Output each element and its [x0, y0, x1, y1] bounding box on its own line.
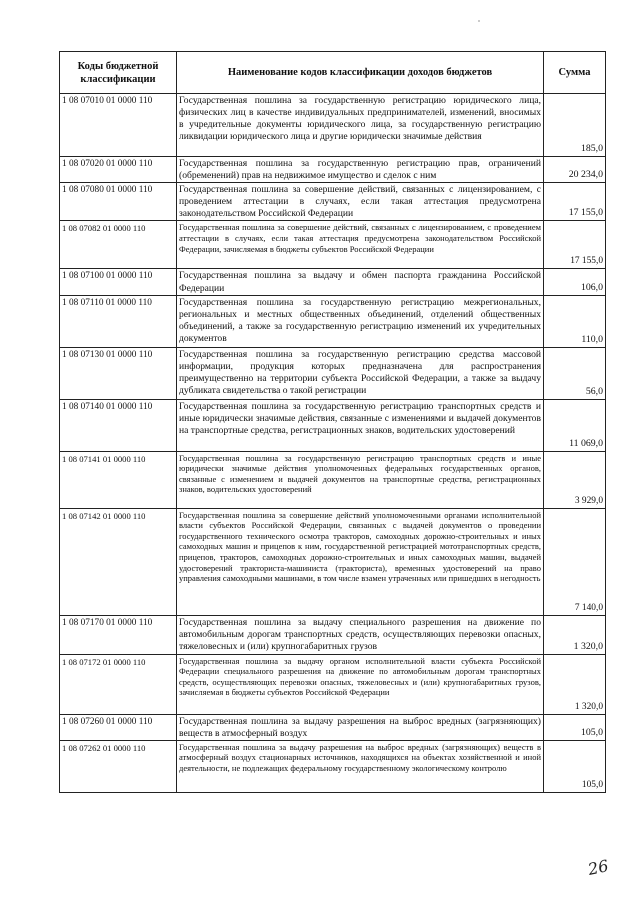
table-row — [60, 295, 606, 347]
row-name: Государственная пошлина за государственную регистрацию межрегиональных, региональных и местных общественных объединений, отделений общественных объединений, а также за государственную регистрацию изменений их учредительных документов — [177, 295, 544, 347]
table-row — [60, 615, 606, 654]
row-sum: 106,0 — [544, 269, 606, 295]
row-name: Государственная пошлина за государственную регистрацию средства массовой информации, продукция которых предназначена для распространения преимущественно на территории субъекта Российской Федерации, а также за выдачу дубликата свидетельства о такой регистрации — [177, 347, 544, 399]
budget-codes-table — [59, 51, 606, 793]
row-code: 1 08 07170 01 0000 110 — [60, 615, 177, 654]
header-name: Наименование кодов классификации доходов бюджетов — [177, 52, 544, 94]
table-header-row — [60, 52, 606, 94]
row-code: 1 08 07010 01 0000 110 — [60, 94, 177, 157]
row-code: 1 08 07262 01 0000 110 — [60, 740, 177, 792]
table-row — [60, 451, 606, 508]
table-row — [60, 654, 606, 714]
table-row — [60, 183, 606, 221]
row-name: Государственная пошлина за выдачу специального разрешения на движение по автомобильным дорогам транспортных средств, осуществляющих перевозки опасных, тяжеловесных и (или) крупногабаритных грузов — [177, 615, 544, 654]
table-row — [60, 221, 606, 269]
row-name: Государственная пошлина за государственную регистрацию юридического лица, физических лиц в качестве индивидуальных предпринимателей, изменений, вносимых в учредительные документы юридического лица, за государственную регистрацию ликвидации юридического лица и другие юридически значимые действия — [177, 94, 544, 157]
row-code: 1 08 07080 01 0000 110 — [60, 183, 177, 221]
row-code: 1 08 07141 01 0000 110 — [60, 451, 177, 508]
row-code: 1 08 07260 01 0000 110 — [60, 714, 177, 740]
table-row — [60, 714, 606, 740]
row-code: 1 08 07142 01 0000 110 — [60, 508, 177, 615]
row-code: 1 08 07130 01 0000 110 — [60, 347, 177, 399]
row-sum: 17 155,0 — [544, 221, 606, 269]
row-code: 1 08 07082 01 0000 110 — [60, 221, 177, 269]
table-row — [60, 399, 606, 451]
budget-classification-table-page — [59, 51, 605, 793]
row-name: Государственная пошлина за государственную регистрацию транспортных средств и иные юридически значимые действия уполномоченных федеральных государственных органов, связанные с изменением и выдачей документов на транспортные средства, регистрационных знаков, водительских удостоверений — [177, 451, 544, 508]
table-row — [60, 347, 606, 399]
row-name: Государственная пошлина за совершение действий, связанных с лицензированием, с проведением аттестации в случаях, если такая аттестация предусмотрена законодательством Российской Федерации — [177, 183, 544, 221]
row-sum: 20 234,0 — [544, 157, 606, 183]
header-sum: Сумма — [544, 52, 606, 94]
row-sum: 11 069,0 — [544, 399, 606, 451]
row-name: Государственная пошлина за совершение действий, связанных с лицензированием, с проведением аттестации в случаях, если такая аттестация предусмотрена законодательством Российской Федерации, зачисляемая в бюджеты субъектов Российской Федерации — [177, 221, 544, 269]
row-sum: 105,0 — [544, 740, 606, 792]
row-sum: 1 320,0 — [544, 654, 606, 714]
table-row — [60, 740, 606, 792]
table-row — [60, 508, 606, 615]
row-code: 1 08 07172 01 0000 110 — [60, 654, 177, 714]
row-name: Государственная пошлина за государственную регистрацию прав, ограничений (обременений) прав на недвижимое имущество и сделок с ним — [177, 157, 544, 183]
row-sum: 7 140,0 — [544, 508, 606, 615]
row-sum: 110,0 — [544, 295, 606, 347]
row-name: Государственная пошлина за выдачу органом исполнительной власти субъекта Российской Федерации специального разрешения на движение по автомобильным дорогам транспортных средств, осуществляющих перевозки опасных, тяжеловесных и (или) крупногабаритных грузов, зачисляемая в бюджеты субъектов Российской Федерации — [177, 654, 544, 714]
table-row — [60, 94, 606, 157]
row-name: Государственная пошлина за выдачу разрешения на выброс вредных (загрязняющих) веществ в атмосферный воздух — [177, 714, 544, 740]
row-name: Государственная пошлина за государственную регистрацию транспортных средств и иные юридически значимые действия, связанные с изменениями и выдачей документов на транспортные средства, регистрационных знаков, водительских удостоверений — [177, 399, 544, 451]
row-name: Государственная пошлина за выдачу и обмен паспорта гражданина Российской Федерации — [177, 269, 544, 295]
row-code: 1 08 07110 01 0000 110 — [60, 295, 177, 347]
scan-speck — [478, 20, 480, 22]
row-sum: 56,0 — [544, 347, 606, 399]
row-sum: 105,0 — [544, 714, 606, 740]
row-sum: 3 929,0 — [544, 451, 606, 508]
table-row — [60, 157, 606, 183]
row-sum: 185,0 — [544, 94, 606, 157]
row-name: Государственная пошлина за выдачу разрешения на выброс вредных (загрязняющих) веществ в атмосферный воздух стационарных источников, находящихся на объектах хозяйственной и иной деятельности, не подлежащих федеральному государственному экологическому контролю — [177, 740, 544, 792]
row-sum: 1 320,0 — [544, 615, 606, 654]
header-codes: Коды бюджетной классификации — [60, 52, 177, 94]
row-name: Государственная пошлина за совершение действий уполномоченными органами исполнительной власти субъектов Российской Федерации, связанных с выдачей документов о проведении государственного технического осмотра тракторов, самоходных дорожно-строительных и иных самоходных машин и прицепов к ним, государственной регистрацией мототранспортных средств, прицепов, тракторов, самоходных дорожно-строительных и иных самоходных машин, выдачей удостоверений тракториста-машиниста (тракториста), временных удостоверений на право управления самоходными машинами, в том числе взамен утраченных или пришедших в негодность — [177, 508, 544, 615]
page-number: 26 — [586, 856, 611, 879]
row-code: 1 08 07100 01 0000 110 — [60, 269, 177, 295]
row-sum: 17 155,0 — [544, 183, 606, 221]
table-row — [60, 269, 606, 295]
row-code: 1 08 07020 01 0000 110 — [60, 157, 177, 183]
row-code: 1 08 07140 01 0000 110 — [60, 399, 177, 451]
